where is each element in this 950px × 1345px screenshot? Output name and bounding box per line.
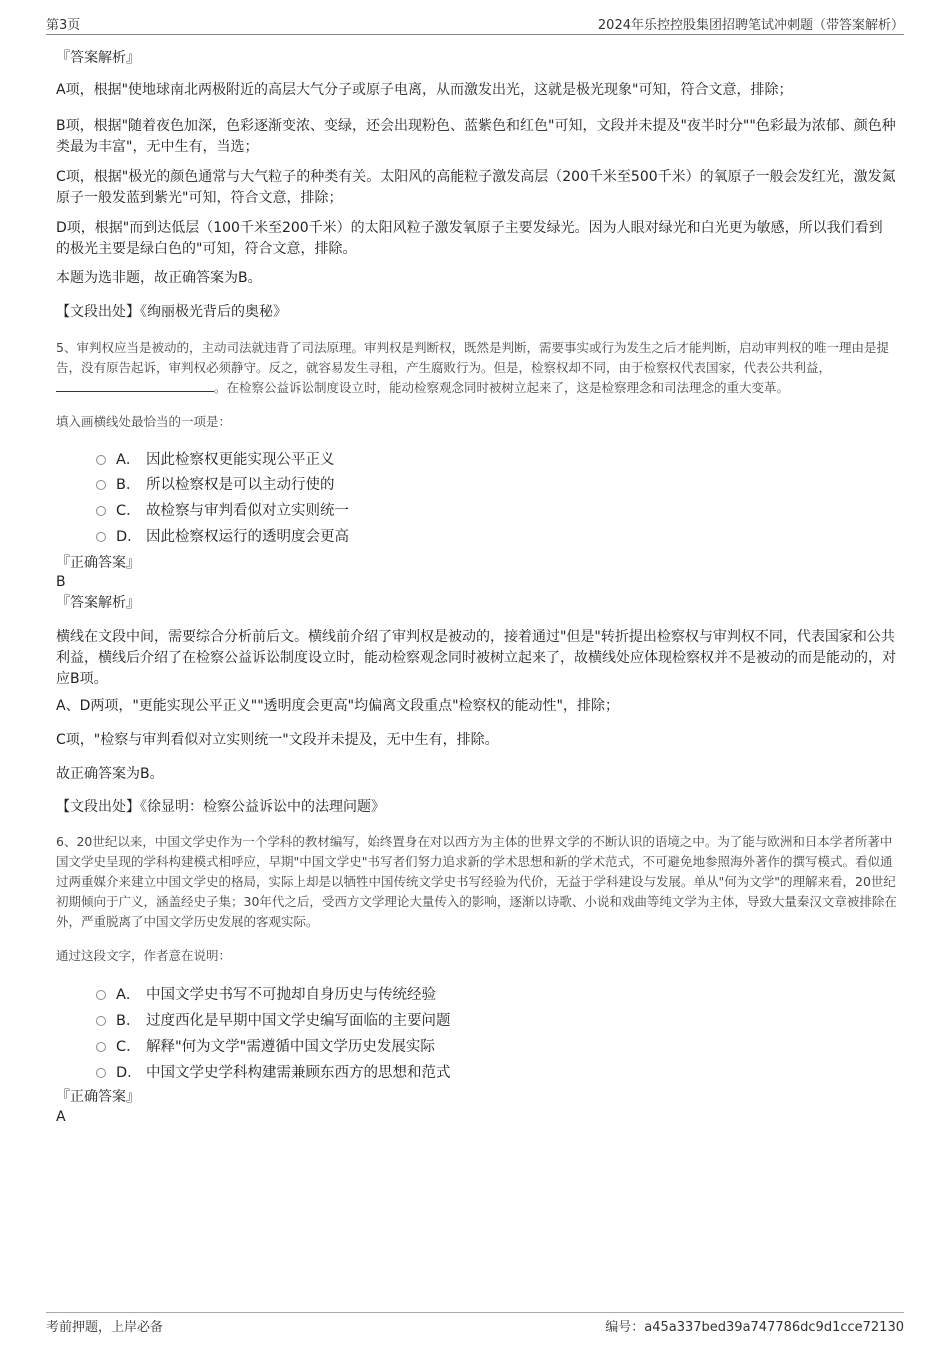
q4-analysis-b: B项，根据"随着夜色加深，色彩逐渐变浓、变绿，还会出现粉色、蓝紫色和红色"可知，文段并未提及"夜半时分""色彩最为浓郁、颜色种类最为丰富"，无中生有，当选； — [56, 118, 896, 155]
q5-analysis-2: A、D两项，"更能实现公平正义""透明度会更高"均偏离文段重点"检察权的能动性"，排除； — [56, 698, 619, 714]
radio-icon[interactable] — [96, 455, 106, 465]
footer-serial: 编号：a45a337bed39a747786dc9d1cce72130 — [605, 1320, 904, 1335]
page-number: 第3页 — [46, 18, 81, 33]
q4-analysis-c: C项，根据"极光的颜色通常与大气粒子的种类有关。太阳风的高能粒子激发高层（200千米至500千米）的氧原子一般会发红光，激发氮原子一般发蓝到紫光"可知，符合文意，排除； — [56, 169, 896, 206]
radio-icon[interactable] — [96, 1068, 106, 1078]
q6-option-d[interactable]: D． 中国文学史学科构建需兼顾东西方的思想和范式 — [96, 1061, 451, 1082]
q5-answer: B — [56, 574, 66, 590]
q5-blank — [56, 379, 214, 392]
q6-prompt: 通过这段文字，作者意在说明： — [56, 948, 232, 963]
q5-prompt: 填入画横线处最恰当的一项是： — [56, 414, 232, 429]
q6-option-b[interactable]: B． 过度西化是早期中国文学史编写面临的主要问题 — [96, 1009, 451, 1030]
footer-slogan: 考前押题，上岸必备 — [46, 1320, 164, 1335]
q5-source: 【文段出处】《徐显明：检察公益诉讼中的法理问题》 — [56, 799, 385, 815]
q5-stem-part1: 5、审判权应当是被动的，主动司法就违背了司法原理。审判权是判断权，既然是判断，需要事实或行为发生之后才能判断，启动审判权的唯一理由是提告，没有原告起诉，审判权必须静守。反之，就容易发生寻租，产生腐败行为。但是，检察权却不同，由于检察权代表国家，代表公共利益， — [56, 340, 889, 375]
q4-analysis-label: 『答案解析』 — [56, 50, 140, 66]
radio-icon[interactable] — [96, 990, 106, 1000]
q5-analysis-3: C项，"检察与审判看似对立实则统一"文段并未提及，无中生有，排除。 — [56, 732, 499, 748]
q4-analysis-d: D项，根据"而到达低层（100千米至200千米）的太阳风粒子激发氧原子主要发绿光。因为人眼对绿光和白光更为敏感，所以我们看到的极光主要是绿白色的"可知，符合文意，排除。 — [56, 220, 883, 257]
radio-icon[interactable] — [96, 506, 106, 516]
radio-icon[interactable] — [96, 480, 106, 490]
q4-conclusion: 本题为选非题，故正确答案为B。 — [56, 270, 262, 286]
q5-stem — [56, 338, 900, 398]
q5-answer-label: 『正确答案』 — [56, 555, 140, 571]
page-footer — [46, 1312, 904, 1335]
q5-analysis-1: 横线在文段中间，需要综合分析前后文。横线前介绍了审判权是被动的，接着通过"但是"转折提出检察权与审判权不同，代表国家和公共利益，横线后介绍了在检察公益诉讼制度设立时，能动检察观念同时被树立起来了，故横线处应体现检察权并不是被动的而是能动的，对应B项。 — [56, 629, 896, 687]
q5-option-d[interactable]: D． 因此检察权运行的透明度会更高 — [96, 525, 349, 546]
q5-stem-part2: 。在检察公益诉讼制度设立时，能动检察观念同时被树立起来了，这是检察理念和司法理念的重大变革。 — [214, 380, 790, 395]
radio-icon[interactable] — [96, 532, 106, 542]
q6-answer: A — [56, 1109, 66, 1125]
radio-icon[interactable] — [96, 1016, 106, 1026]
q6-answer-label: 『正确答案』 — [56, 1089, 140, 1105]
document-title: 2024年乐控控股集团招聘笔试冲刺题（带答案解析） — [597, 18, 904, 33]
q6-stem: 6、20世纪以来，中国文学史作为一个学科的教材编写，始终置身在对以西方为主体的世界文学的不断认识的语境之中。为了能与欧洲和日本学者所著中国文学史呈现的学科构建模式相呼应，早期"中国文学史"书写者们努力追求新的学术思想和新的学术范式，不可避免地参照海外著作的撰写模式。看似通过两重媒介来建立中国文学史的格局，实际上却是以牺牲中国传统文学史书写经验为代价，无益于学科建设与发展。单从"何为文学"的理解来看，20世纪初期倾向于广义，涵盖经史子集；30年代之后，受西方文学理论大量传入的影响，逐渐以诗歌、小说和戏曲等纯文学为主体，导致大量秦汉文章被排除在外，严重脱离了中国文学历史发展的客观实际。 — [56, 834, 897, 929]
q4-source: 【文段出处】《绚丽极光背后的奥秘》 — [56, 304, 287, 320]
q5-conclusion: 故正确答案为B。 — [56, 766, 164, 782]
q4-analysis-a: A项，根据"使地球南北两极附近的高层大气分子或原子电离，从而激发出光，这就是极光现象"可知，符合文意，排除； — [56, 82, 793, 98]
q5-option-a[interactable]: A． 因此检察权更能实现公平正义 — [96, 448, 335, 469]
q5-analysis-label: 『答案解析』 — [56, 595, 140, 611]
q5-option-b[interactable]: B． 所以检察权是可以主动行使的 — [96, 473, 335, 494]
radio-icon[interactable] — [96, 1042, 106, 1052]
q5-option-c[interactable]: C． 故检察与审判看似对立实则统一 — [96, 499, 349, 520]
page-header — [46, 12, 904, 35]
q6-option-c[interactable]: C． 解释"何为文学"需遵循中国文学历史发展实际 — [96, 1035, 435, 1056]
q6-option-a[interactable]: A． 中国文学史书写不可抛却自身历史与传统经验 — [96, 983, 436, 1004]
